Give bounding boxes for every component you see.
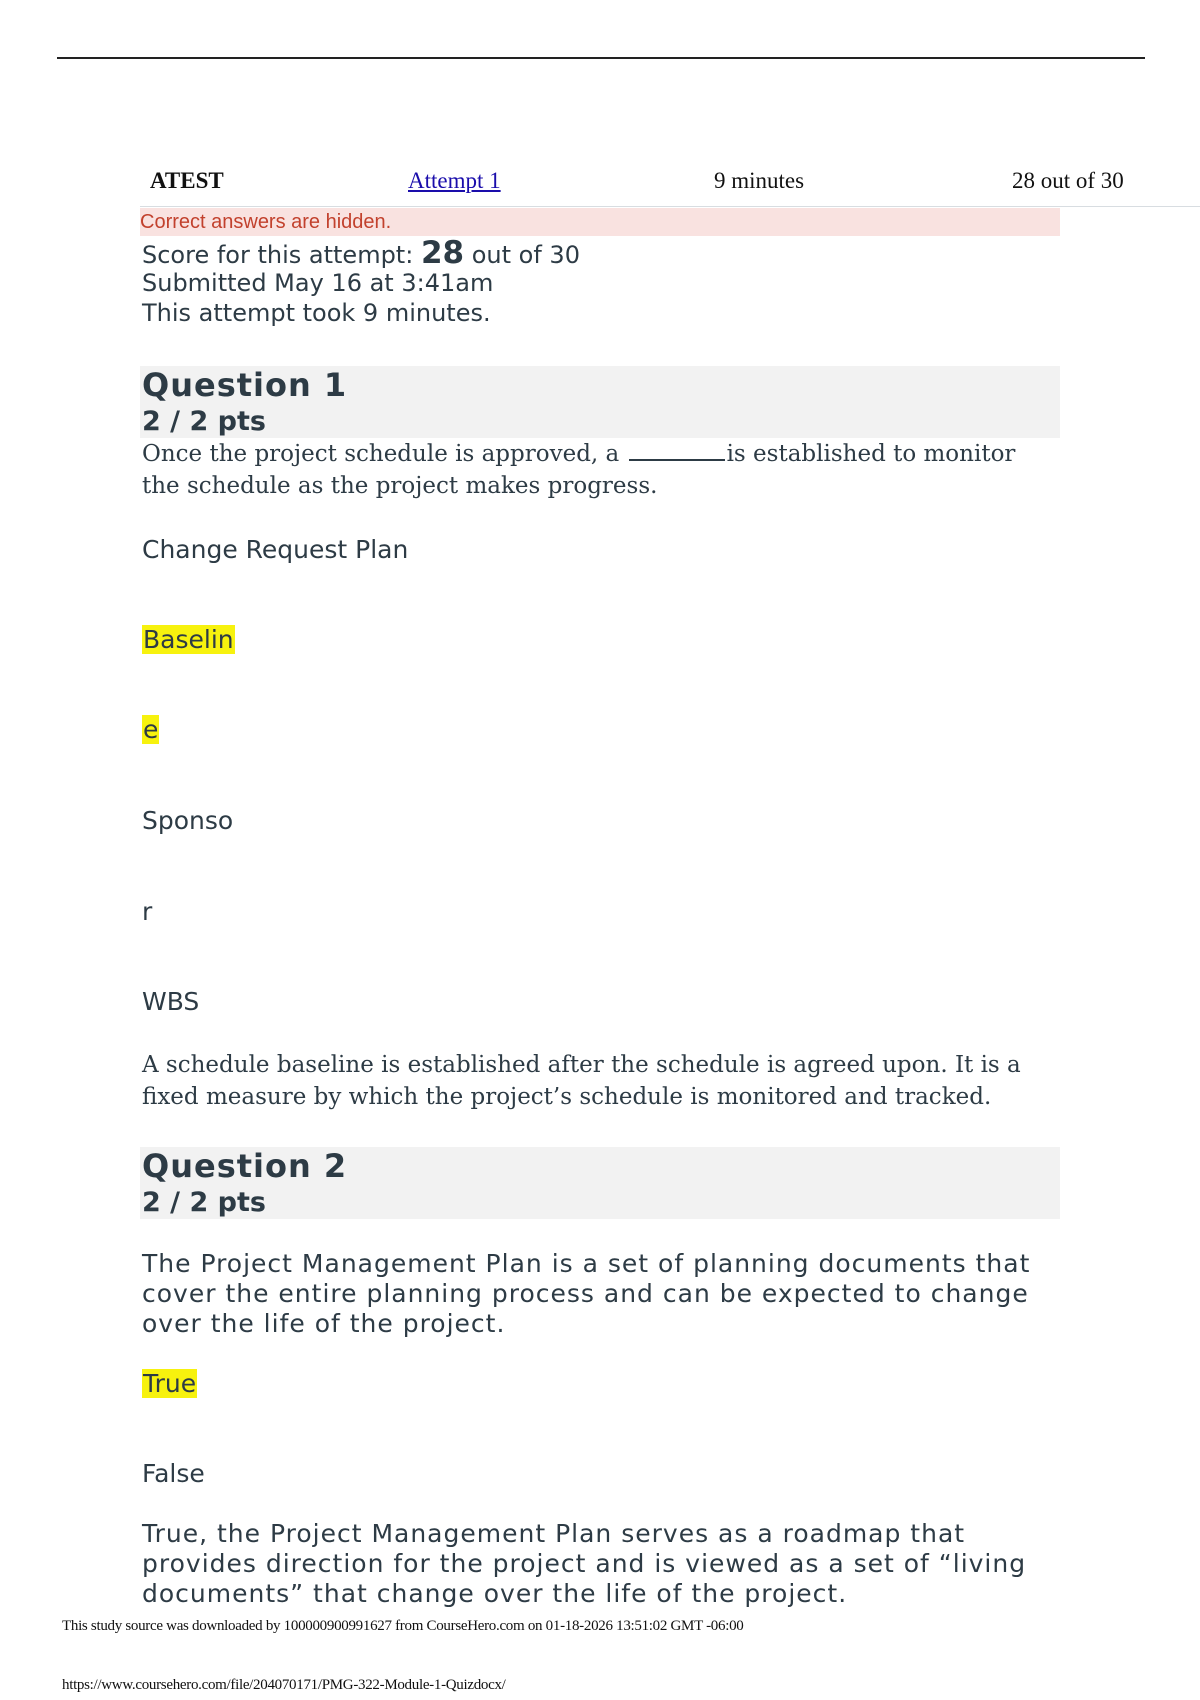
score-label: Score for this attempt: — [142, 241, 414, 269]
question-2-points: 2 / 2 pts — [142, 1187, 266, 1218]
question-1-title: Question 1 — [142, 366, 348, 404]
answer-label: Baselin — [143, 625, 234, 654]
question-1-text — [142, 437, 1042, 502]
duration-text: This attempt took 9 minutes. — [142, 299, 491, 327]
attempt-score: 28 out of 30 — [1012, 168, 1124, 193]
hidden-answers-notice: Correct answers are hidden. — [140, 208, 1060, 236]
answer-label: Change Request Plan — [142, 535, 409, 564]
question-2-header — [140, 1147, 1060, 1219]
question-1-header — [140, 366, 1060, 438]
download-note: This study source was downloaded by 100000900991627 from CourseHero.com on 01-18-2026 13:51:02 GMT -06:00 — [62, 1618, 744, 1634]
submitted-text: Submitted May 16 at 3:41am — [142, 269, 494, 297]
answer-option-selected[interactable] — [142, 1368, 197, 1400]
attempt-history-row — [140, 164, 1200, 207]
fill-in-blank — [629, 437, 725, 461]
answer-label: Sponso — [142, 806, 234, 835]
score-suffix: out of 30 — [471, 241, 580, 269]
answer-option[interactable] — [142, 986, 199, 1018]
answer-label: WBS — [142, 987, 200, 1016]
quiz-name: ATEST — [150, 168, 224, 193]
question-1-points: 2 / 2 pts — [142, 406, 266, 437]
attempt-summary — [142, 235, 580, 328]
answer-option[interactable] — [142, 805, 233, 837]
question-1-text-end: is established to monitor the schedule as the project makes progress. — [142, 441, 1016, 499]
answer-label: False — [142, 1459, 205, 1488]
source-url[interactable]: https://www.coursehero.com/file/204070171/PMG-322-Module-1-Quizdocx/ — [62, 1677, 506, 1693]
answer-option-wrap[interactable] — [142, 896, 152, 928]
question-2-explanation: True, the Project Management Plan serves as a roadmap that provides direction for the project and is viewed as a set of “living documents” that change over the life of the project. — [142, 1519, 1027, 1608]
question-1-text-start: Once the project schedule is approved, a — [142, 441, 620, 467]
answer-option-selected-wrap[interactable] — [142, 714, 159, 746]
answer-label: r — [142, 897, 153, 926]
score-line — [142, 235, 580, 271]
answer-option-selected[interactable] — [142, 624, 235, 656]
answer-label: True — [143, 1369, 197, 1398]
answer-label: e — [143, 715, 159, 744]
score-value: 28 — [420, 235, 465, 271]
attempt-time: 9 minutes — [714, 168, 805, 193]
question-1-explanation: A schedule baseline is established after the schedule is agreed upon. It is a fixed measure by which the project’s schedule is monitored and tracked. — [142, 1052, 1021, 1110]
answer-option[interactable] — [142, 1458, 205, 1490]
answer-option[interactable] — [142, 534, 408, 566]
question-2-title: Question 2 — [142, 1147, 348, 1185]
top-divider — [57, 57, 1145, 59]
attempt-link[interactable]: Attempt 1 — [408, 168, 501, 193]
question-2-text: The Project Management Plan is a set of planning documents that cover the entire planning process and can be expected to change over the life of the project. — [142, 1249, 1031, 1338]
